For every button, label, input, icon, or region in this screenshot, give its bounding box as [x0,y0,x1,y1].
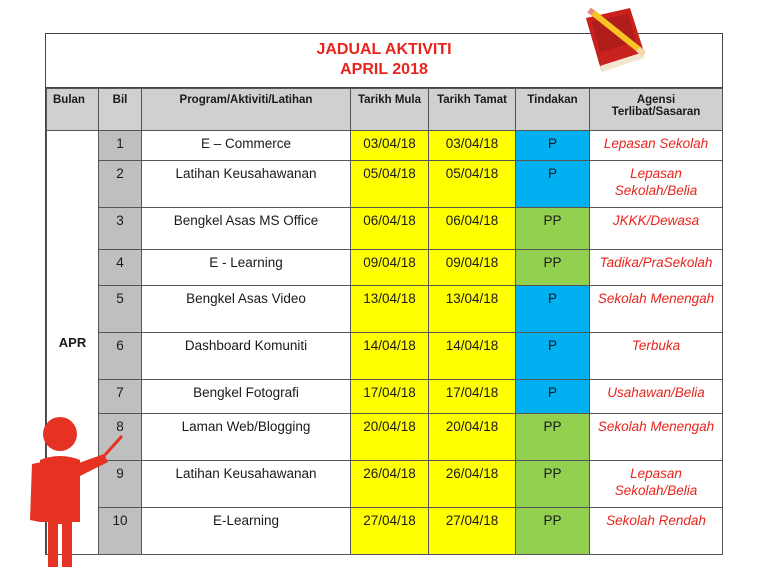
tindakan-cell: P [516,380,590,414]
page-subtitle: APRIL 2018 [340,61,428,78]
bil-cell: 8 [99,414,142,461]
header-tindakan: Tindakan [516,89,590,131]
agensi-line1: Lepasan Sekolah [603,136,709,151]
agensi-cell [590,380,723,414]
header-agensi-line2: Terlibat/Sasaran [611,106,701,118]
tarikh-mula-cell: 27/04/18 [351,508,429,555]
table-row [47,286,723,333]
agensi-cell [590,461,723,508]
table-row [47,161,723,208]
agensi-cell [590,208,723,250]
program-cell: E-Learning [142,508,351,555]
month-cell: APR [47,131,99,555]
page-title: JADUAL AKTIVITI [316,41,452,58]
agensi-cell [590,250,723,286]
bil-cell: 2 [99,161,142,208]
header-tarikh-tamat: Tarikh Tamat [429,89,516,131]
tarikh-tamat-cell: 05/04/18 [429,161,516,208]
header-row [47,89,723,131]
tarikh-tamat-cell: 09/04/18 [429,250,516,286]
table-row [47,508,723,555]
program-cell: Bengkel Asas MS Office [142,208,351,250]
tindakan-cell: P [516,131,590,161]
program-cell: Dashboard Komuniti [142,333,351,380]
header-tarikh-mula: Tarikh Mula [351,89,429,131]
tarikh-mula-cell: 13/04/18 [351,286,429,333]
tindakan-cell: P [516,333,590,380]
table-row [47,131,723,161]
tarikh-mula-cell: 20/04/18 [351,414,429,461]
header-program: Program/Aktiviti/Latihan [142,89,351,131]
tindakan-cell: PP [516,508,590,555]
tindakan-cell: PP [516,461,590,508]
agensi-line1: Sekolah Rendah [606,513,706,528]
agensi-line1: Tadika/PraSekolah [599,255,713,270]
agensi-line1: Lepasan [630,166,682,181]
tindakan-cell: P [516,286,590,333]
program-cell: Latihan Keusahawanan [142,161,351,208]
table-row [47,333,723,380]
tarikh-tamat-cell: 26/04/18 [429,461,516,508]
tarikh-tamat-cell: 27/04/18 [429,508,516,555]
agensi-cell [590,333,723,380]
book-pencil-icon [572,4,652,76]
table-row [47,208,723,250]
program-cell: E – Commerce [142,131,351,161]
bil-cell: 10 [99,508,142,555]
header-agensi [590,89,723,131]
agensi-line1: Terbuka [631,338,681,353]
teacher-pointer-icon [22,412,132,572]
agensi-line2: Sekolah/Belia [614,483,698,498]
agensi-line1: Lepasan [630,466,682,481]
tarikh-mula-cell: 06/04/18 [351,208,429,250]
bil-cell: 6 [99,333,142,380]
activity-table [46,88,723,555]
table-body [47,131,723,555]
agensi-cell [590,508,723,555]
agensi-cell [590,286,723,333]
tarikh-tamat-cell: 03/04/18 [429,131,516,161]
program-cell: E - Learning [142,250,351,286]
tindakan-cell: PP [516,414,590,461]
tarikh-mula-cell: 09/04/18 [351,250,429,286]
bil-cell: 3 [99,208,142,250]
bil-cell: 7 [99,380,142,414]
agensi-cell [590,131,723,161]
tarikh-mula-cell: 14/04/18 [351,333,429,380]
tarikh-tamat-cell: 20/04/18 [429,414,516,461]
tindakan-cell: P [516,161,590,208]
tarikh-mula-cell: 03/04/18 [351,131,429,161]
bil-cell: 5 [99,286,142,333]
bil-cell: 9 [99,461,142,508]
tarikh-tamat-cell: 06/04/18 [429,208,516,250]
table-row [47,380,723,414]
agensi-line1: Sekolah Menengah [597,291,715,306]
tindakan-cell: PP [516,250,590,286]
header-bulan: Bulan [47,89,99,131]
program-cell: Bengkel Asas Video [142,286,351,333]
tarikh-mula-cell: 26/04/18 [351,461,429,508]
bil-cell: 4 [99,250,142,286]
agensi-cell [590,414,723,461]
tarikh-tamat-cell: 14/04/18 [429,333,516,380]
table-row [47,414,723,461]
tarikh-mula-cell: 17/04/18 [351,380,429,414]
tarikh-mula-cell: 05/04/18 [351,161,429,208]
tarikh-tamat-cell: 17/04/18 [429,380,516,414]
agensi-line1: Sekolah Menengah [597,419,715,434]
agensi-line2: Sekolah/Belia [614,183,698,198]
header-bil: Bil [99,89,142,131]
table-row [47,461,723,508]
tarikh-tamat-cell: 13/04/18 [429,286,516,333]
program-cell: Bengkel Fotografi [142,380,351,414]
tindakan-cell: PP [516,208,590,250]
agensi-cell [590,161,723,208]
agensi-line1: Usahawan/Belia [607,385,705,400]
program-cell: Latihan Keusahawanan [142,461,351,508]
agensi-line1: JKKK/Dewasa [612,213,700,228]
header-agensi-line1: Agensi [636,94,676,106]
schedule-sheet [45,33,723,555]
bil-cell: 1 [99,131,142,161]
table-row [47,250,723,286]
program-cell: Laman Web/Blogging [142,414,351,461]
